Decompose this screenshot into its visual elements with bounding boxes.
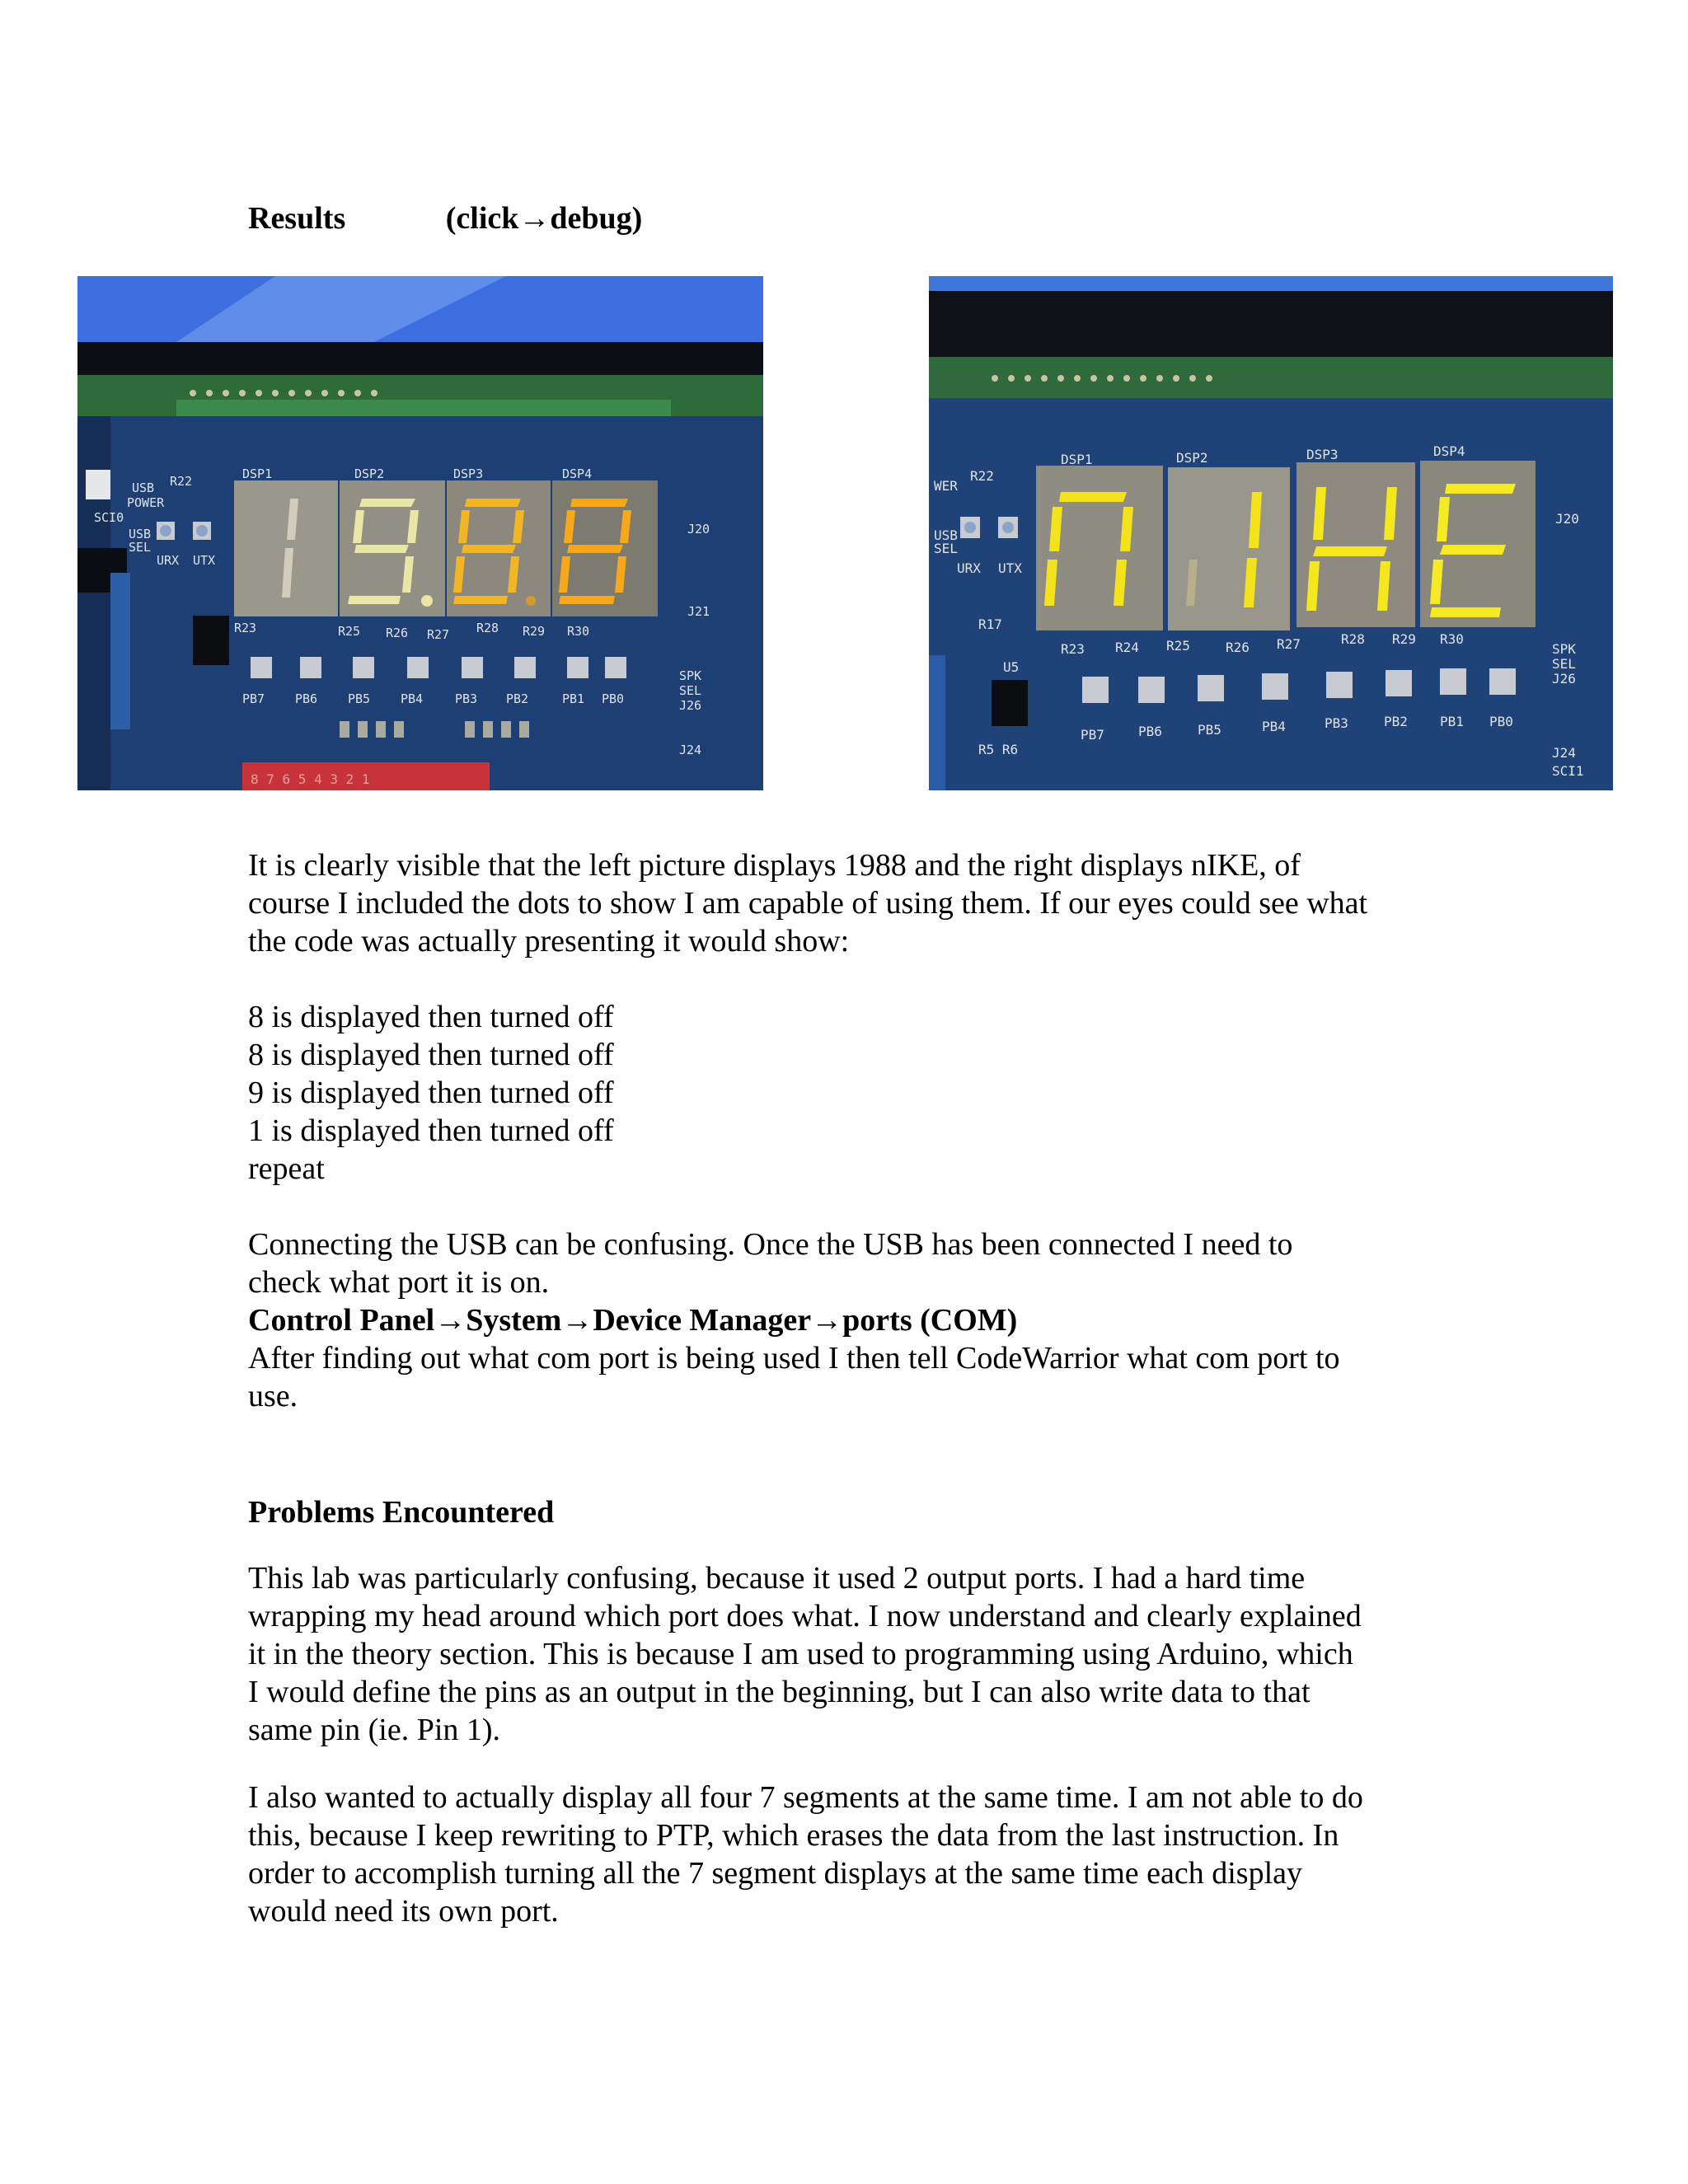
problems-line: This lab was particularly confusing, because it used 2 output ports. I had a hard time — [248, 1561, 1306, 1596]
svg-text:U5: U5 — [1003, 659, 1020, 675]
sequence-line: repeat — [248, 1151, 325, 1186]
problems-paragraph-2 — [248, 1779, 1468, 1930]
svg-text:SEL: SEL — [679, 683, 702, 698]
svg-text:PB1: PB1 — [1440, 714, 1464, 729]
problems-line: this, because I keep rewriting to PTP, which erases the data from the last instruction. In — [248, 1818, 1339, 1853]
svg-text:PB3: PB3 — [1325, 715, 1348, 731]
photo-left-1988 — [77, 276, 763, 790]
svg-text:DSP3: DSP3 — [453, 466, 484, 481]
display-sequence — [248, 998, 1468, 1188]
sequence-line: 1 is displayed then turned off — [248, 1113, 614, 1148]
svg-text:DSP4: DSP4 — [562, 466, 593, 481]
svg-text:PB5: PB5 — [348, 691, 371, 706]
intro-line: It is clearly visible that the left picture displays 1988 and the right displays nIKE, of — [248, 848, 1301, 883]
svg-text:8 7 6 5 4 3 2 1: 8 7 6 5 4 3 2 1 — [251, 771, 370, 787]
svg-text:J20: J20 — [687, 522, 710, 537]
svg-text:DSP1: DSP1 — [1061, 452, 1093, 467]
svg-text:PB0: PB0 — [602, 691, 625, 706]
svg-text:R28: R28 — [476, 621, 499, 635]
svg-text:PB1: PB1 — [562, 691, 585, 706]
svg-text:J26: J26 — [679, 698, 702, 713]
svg-text:R25: R25 — [338, 624, 361, 639]
svg-text:R5 R6: R5 R6 — [978, 742, 1019, 757]
svg-text:R27: R27 — [1277, 636, 1301, 652]
svg-text:R24: R24 — [1115, 640, 1139, 655]
svg-text:R23: R23 — [234, 621, 257, 635]
svg-text:DSP3: DSP3 — [1306, 447, 1339, 462]
svg-text:UTX: UTX — [998, 560, 1022, 576]
svg-text:PB3: PB3 — [455, 691, 478, 706]
problems-paragraph-1 — [248, 1559, 1468, 1749]
svg-text:R23: R23 — [1061, 641, 1085, 657]
results-heading — [248, 199, 642, 237]
svg-text:PB2: PB2 — [506, 691, 529, 706]
usb-line: check what port it is on. — [248, 1265, 550, 1300]
usb-line: Connecting the USB can be confusing. Once the USB has been connected I need to — [248, 1227, 1293, 1262]
usb-after-line: After finding out what com port is being used I then tell CodeWarrior what com port to — [248, 1341, 1340, 1376]
problems-line: wrapping my head around which port does what. I now understand and clearly explained — [248, 1599, 1362, 1633]
svg-text:DSP2: DSP2 — [1176, 450, 1208, 466]
svg-text:R30: R30 — [567, 624, 590, 639]
results-subtitle: (click→debug) — [445, 201, 643, 236]
svg-text:PB7: PB7 — [242, 691, 265, 706]
svg-text:PB7: PB7 — [1081, 727, 1104, 743]
svg-text:J21: J21 — [687, 604, 710, 619]
problems-line: I would define the pins as an output in the beginning, but I can also write data to that — [248, 1675, 1311, 1709]
intro-line: course I included the dots to show I am capable of using them. If our eyes could see what — [248, 886, 1368, 921]
svg-text:SEL: SEL — [1552, 656, 1576, 672]
svg-text:R29: R29 — [523, 624, 546, 639]
results-title: Results — [248, 201, 346, 236]
usb-after-line: use. — [248, 1379, 298, 1413]
svg-text:R26: R26 — [386, 626, 409, 640]
intro-paragraph — [248, 846, 1468, 960]
svg-text:R26: R26 — [1226, 640, 1250, 655]
svg-text:PB2: PB2 — [1384, 714, 1408, 729]
svg-text:R17: R17 — [978, 616, 1002, 632]
svg-text:R22: R22 — [970, 468, 994, 484]
svg-text:PB5: PB5 — [1198, 722, 1221, 738]
svg-text:SEL: SEL — [934, 541, 958, 556]
svg-text:J24: J24 — [679, 743, 702, 757]
svg-text:DSP1: DSP1 — [242, 466, 273, 481]
svg-text:SEL: SEL — [129, 540, 152, 555]
svg-text:UTX: UTX — [193, 553, 216, 568]
svg-text:USB: USB — [132, 480, 155, 495]
svg-text:SCI0: SCI0 — [94, 510, 124, 525]
problems-line: I also wanted to actually display all four 7 segments at the same time. I am not able to do — [248, 1780, 1363, 1815]
svg-text:R29: R29 — [1392, 631, 1416, 647]
svg-text:SPK: SPK — [1552, 641, 1576, 657]
problems-line: would need its own port. — [248, 1894, 559, 1929]
svg-text:USB: USB — [129, 527, 152, 541]
sequence-line: 9 is displayed then turned off — [248, 1076, 614, 1110]
svg-text:PB0: PB0 — [1489, 714, 1513, 729]
svg-text:SPK: SPK — [679, 668, 702, 683]
svg-text:SCI1: SCI1 — [1552, 763, 1584, 779]
svg-text:PB4: PB4 — [401, 691, 424, 706]
sequence-line: 8 is displayed then turned off — [248, 1038, 614, 1072]
usb-paragraph — [248, 1226, 1468, 1415]
svg-text:DSP4: DSP4 — [1433, 443, 1465, 459]
svg-text:URX: URX — [157, 553, 180, 568]
svg-text:URX: URX — [957, 560, 981, 576]
problems-heading: Problems Encountered — [248, 1495, 555, 1530]
svg-text:R30: R30 — [1440, 631, 1464, 647]
svg-text:PB4: PB4 — [1262, 719, 1286, 734]
photo-right-nike — [929, 276, 1613, 790]
svg-text:R22: R22 — [170, 474, 193, 489]
svg-text:R25: R25 — [1166, 638, 1190, 654]
problems-line: order to accomplish turning all the 7 segment displays at the same time each display — [248, 1856, 1302, 1891]
sequence-line: 8 is displayed then turned off — [248, 1000, 614, 1034]
svg-text:POWER: POWER — [127, 495, 165, 510]
svg-text:J20: J20 — [1555, 511, 1579, 527]
svg-text:J26: J26 — [1552, 671, 1576, 687]
svg-text:PB6: PB6 — [1138, 724, 1162, 739]
device-manager-path: Control Panel→System→Device Manager→ports (COM) — [248, 1303, 1018, 1338]
svg-text:J24: J24 — [1552, 745, 1576, 761]
intro-line: the code was actually presenting it would show: — [248, 924, 850, 958]
svg-text:R27: R27 — [427, 627, 450, 642]
svg-text:USB: USB — [934, 527, 958, 543]
problems-line: same pin (ie. Pin 1). — [248, 1713, 501, 1747]
svg-text:DSP2: DSP2 — [354, 466, 385, 481]
svg-text:WER: WER — [934, 478, 958, 494]
svg-text:R28: R28 — [1341, 631, 1365, 647]
svg-text:PB6: PB6 — [295, 691, 318, 706]
problems-line: it in the theory section. This is because I am used to programming using Arduino, which — [248, 1637, 1353, 1671]
